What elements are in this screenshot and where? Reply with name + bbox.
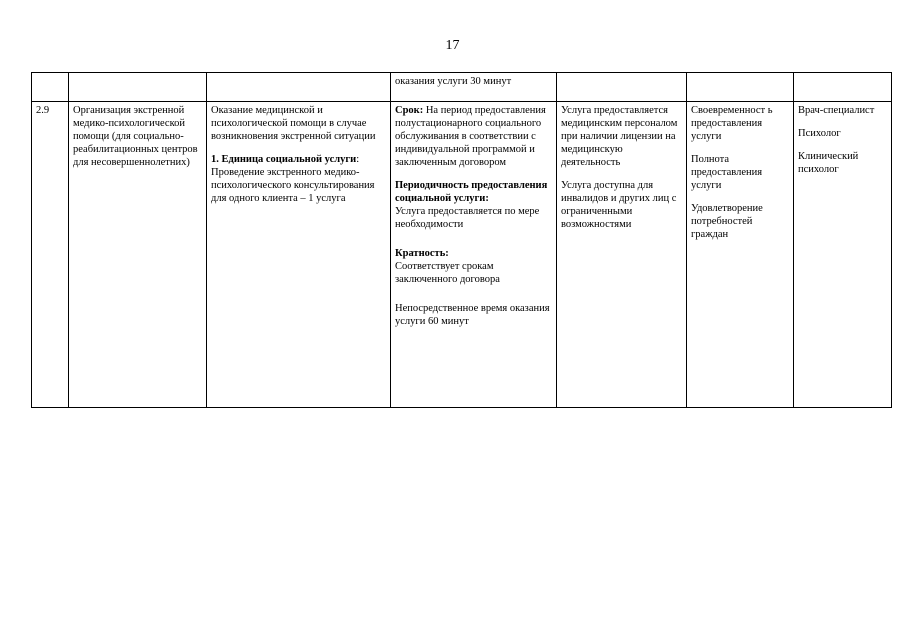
- condition-accessibility: Услуга доступна для инвалидов и других лиц с ограниченными возможностями: [561, 180, 677, 230]
- cell-staff: [794, 102, 892, 408]
- multiplicity-text: Соответствует срокам заключенного договора: [395, 261, 500, 285]
- cell-conditions-empty: [557, 73, 687, 102]
- cell-num-empty: [32, 73, 69, 102]
- period-text: Услуга предоставляется по мере необходимости: [395, 206, 540, 230]
- cell-name: [69, 102, 207, 408]
- cell-description: [207, 102, 391, 408]
- unit-text: Проведение экстренного медико-психологического консультирования для одного клиента – 1 услуга: [211, 167, 375, 204]
- table-row-2-9: [32, 102, 892, 408]
- continued-time-text: оказания услуги 30 минут: [395, 76, 512, 87]
- period-label: Периодичность предоставления социальной услуги:: [395, 180, 548, 204]
- row-number: 2.9: [36, 105, 50, 116]
- cell-terms-continued: [391, 73, 557, 102]
- cell-terms: [391, 102, 557, 408]
- services-table: [31, 72, 892, 408]
- indicator-satisfaction: Удовлетворение потребностей граждан: [691, 203, 763, 240]
- multiplicity-label: Кратность:: [395, 248, 449, 259]
- cell-indicators: [687, 102, 794, 408]
- unit-label: 1. Единица социальной услуги: [211, 154, 357, 165]
- condition-license: Услуга предоставляется медицинским персоналом при наличии лицензии на медицинскую деятельность: [561, 105, 678, 168]
- indicator-completeness: Полнота предоставления услуги: [691, 154, 763, 191]
- cell-description-empty: [207, 73, 391, 102]
- service-name: Организация экстренной медико-психологической помощи (для социально-реабилитационных центров для несовершеннолетних): [73, 105, 198, 168]
- service-intro: Оказание медицинской и психологической помощи в случае возникновения экстренной ситуации: [211, 105, 376, 142]
- page-number: 17: [445, 38, 460, 53]
- cell-staff-empty: [794, 73, 892, 102]
- term-paragraph: [395, 104, 552, 169]
- unit-heading: [211, 153, 386, 166]
- staff-clinical-psychologist: Клинический психолог: [798, 151, 859, 175]
- unit-colon: :: [356, 154, 360, 165]
- term-label: Срок:: [395, 105, 424, 116]
- staff-doctor: Врач-специалист: [798, 105, 875, 116]
- indicator-timeliness: Своевременност ь предоставления услуги: [691, 105, 773, 142]
- cell-num: [32, 102, 69, 408]
- cell-name-empty: [69, 73, 207, 102]
- service-time-text: Непосредственное время оказания услуги 60 минут: [395, 303, 550, 327]
- staff-psychologist: Психолог: [798, 128, 841, 139]
- table-row-continued: [32, 73, 892, 102]
- cell-conditions: [557, 102, 687, 408]
- term-text: На период предоставления полустационарного социального обслуживания в соответствии с индивидуальной программой и заключенным договором: [395, 105, 546, 168]
- cell-indicators-empty: [687, 73, 794, 102]
